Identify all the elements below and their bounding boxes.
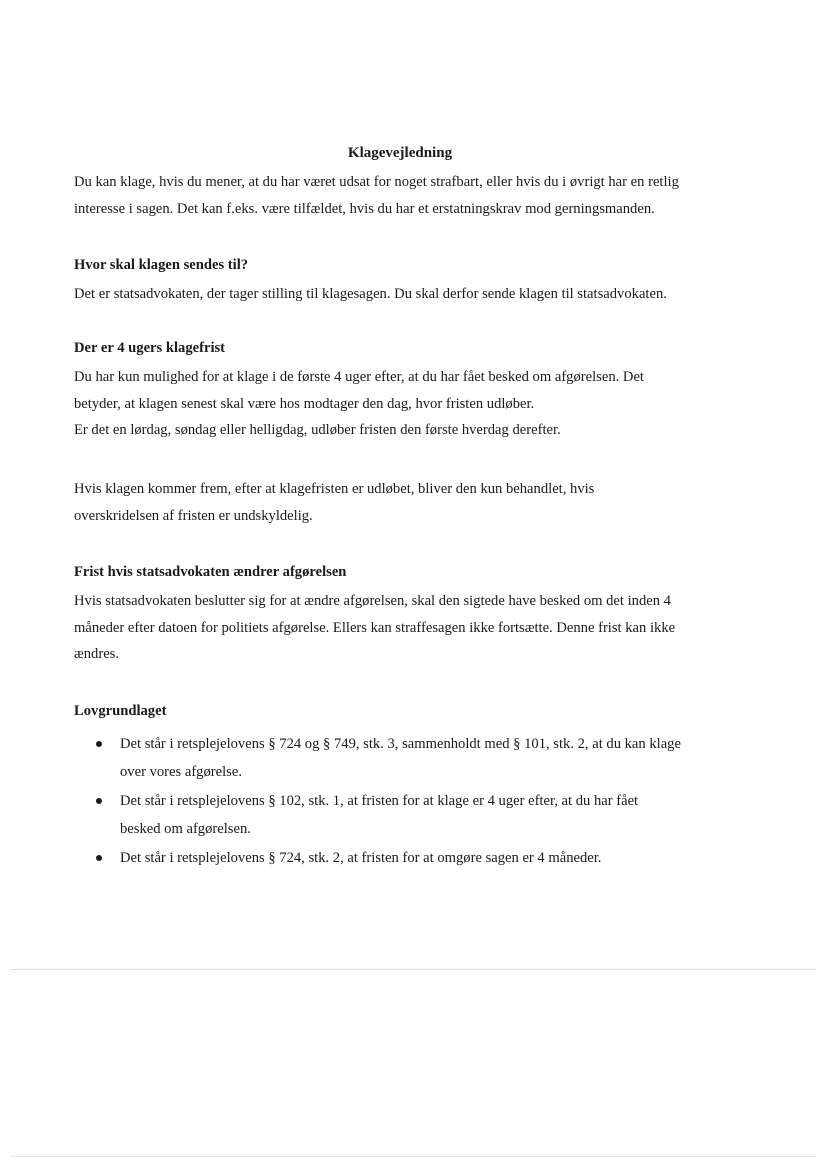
text-line: Du kan klage, hvis du mener, at du har været udsat for noget strafbart, eller hvis du i øvrigt har en retlig [74, 174, 679, 190]
text-line: måneder efter datoen for politiets afgørelse. Ellers kan straffesagen ikke fortsætte. Denne frist kan ikke [74, 619, 676, 636]
intro-paragraph [74, 169, 764, 222]
text-line: Hvis klagen kommer frem, efter at klagefristen er udløbet, bliver den kun behandlet, hvis [74, 481, 595, 497]
text-line: betyder, at klagen senest skal være hos modtager den dag, hvor fristen udløber. [74, 395, 535, 412]
heading-deadline: Der er 4 ugers klagefrist [74, 340, 226, 356]
text-line: over vores afgørelse. [120, 764, 242, 780]
scan-bottom-edge [10, 1156, 816, 1157]
heading-change-deadline: Frist hvis statsadvokaten ændrer afgørelsen [74, 564, 347, 580]
legal-basis-list [74, 730, 764, 873]
text-line: Du har kun mulighed for at klage i de første 4 uger efter, at du har fået besked om afgørelsen. Det [74, 369, 644, 385]
list-item [74, 730, 764, 786]
text-line: Hvis statsadvokaten beslutter sig for at ændre afgørelsen, skal den sigtede have besked om det inden 4 [74, 593, 671, 609]
late-complaint-paragraph [74, 476, 764, 529]
text-line: Det er statsadvokaten, der tager stilling til klagesagen. Du skal derfor sende klagen til statsadvokaten. [74, 286, 667, 302]
text-line: ændres. [74, 646, 119, 662]
deadline-paragraph [74, 364, 764, 444]
text-line: interesse i sagen. Det kan f.eks. være tilfældet, hvis du har et erstatningskrav mod gerningsmanden. [74, 200, 655, 217]
document-title: Klagevejledning [347, 145, 453, 161]
bullet-icon [96, 741, 102, 747]
heading-legal-basis: Lovgrundlaget [74, 703, 167, 719]
heading-recipient: Hvor skal klagen sendes til? [74, 257, 249, 273]
bullet-icon [96, 855, 102, 861]
change-deadline-paragraph [74, 588, 764, 668]
recipient-paragraph [74, 281, 764, 308]
text-line: Er det en lørdag, søndag eller helligdag, udløber fristen den første hverdag derefter. [74, 422, 561, 438]
bullet-icon [96, 798, 102, 804]
list-item [74, 844, 764, 872]
text-line: Det står i retsplejelovens § 102, stk. 1, at fristen for at klage er 4 uger efter, at du har fået [120, 793, 639, 809]
text-line: overskridelsen af fristen er undskyldelig. [74, 507, 313, 524]
text-line: Det står i retsplejelovens § 724 og § 749, stk. 3, sammenholdt med § 101, stk. 2, at du kan klage [120, 736, 681, 752]
scan-divider [10, 969, 816, 970]
text-line: Det står i retsplejelovens § 724, stk. 2, at fristen for at omgøre sagen er 4 måneder. [120, 850, 602, 866]
text-line: besked om afgørelsen. [120, 821, 251, 837]
list-item [74, 787, 764, 843]
